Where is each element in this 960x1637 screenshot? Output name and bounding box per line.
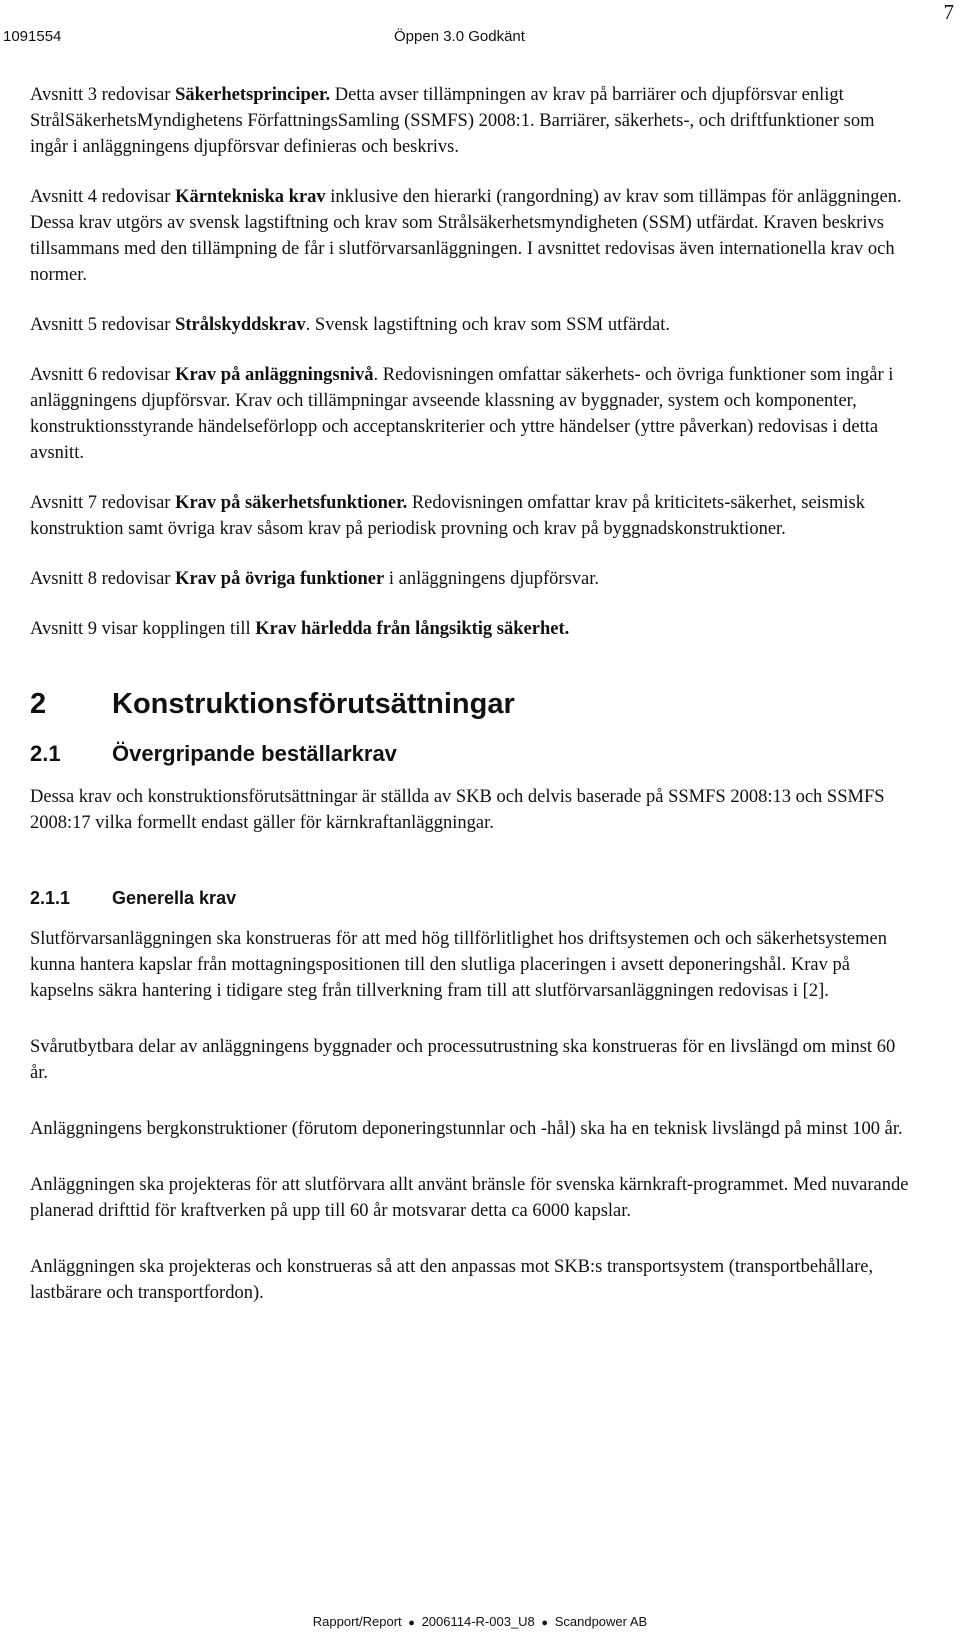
- heading-section-2-1: [30, 738, 910, 770]
- bold-term: Krav på säkerhetsfunktioner.: [175, 493, 408, 513]
- text-run: inklusive den hierarki (rangordning) av krav som tillämpas för anläggningen. Dessa krav utgörs av svensk lagstiftning och krav som Strålsäkerhetsmyndigheten (SSM) utfärdat. Kraven beskrivs tillsammans med den tillämpning de får i slutförvarsanläggningen. I avsnittet redovisas även internationella krav och normer.: [30, 187, 902, 285]
- text-run: Avsnitt 7 redovisar: [30, 493, 176, 513]
- bold-term: Säkerhetsprinciper.: [175, 85, 331, 105]
- heading-title: Generella krav: [112, 888, 237, 908]
- text-run: Avsnitt 4 redovisar: [30, 187, 176, 207]
- paragraph-section4: [30, 184, 910, 288]
- bold-term: Strålskyddskrav: [175, 315, 306, 335]
- page-number: 7: [943, 0, 954, 24]
- heading-number: 2.1: [30, 741, 61, 766]
- bold-term: Kärntekniska krav: [175, 187, 326, 207]
- paragraph-generella-1: Slutförvarsanläggningen ska konstrueras för att med hög tillförlitlighet hos driftsystemen och och säkerhetsystemen kunna hantera kapslar från mottagningspositionen till den slutliga placeringen i avsett deponeringshål. Krav på kapselns säkra hantering i tidigare steg från tillverkning fram till att slutförvarsanläggningen redovisas i [2].: [30, 929, 887, 1001]
- footer-separator: ●: [408, 1617, 415, 1629]
- bold-term: Krav på anläggningsnivå: [175, 365, 374, 385]
- page-header: [0, 26, 960, 50]
- paragraph-generella-4: Anläggningen ska projekteras för att slutförvara allt använt bränsle för svenska kärnkraft-programmet. Med nuvarande planerad drifttid för kraftverken på upp till 60 år motsvarar detta ca 6000 kapslar.: [30, 1175, 909, 1221]
- text-run: Detta avser tillämpningen av krav på barriärer och djupförsvar enligt StrålSäkerhetsMyndighetens FörfattningsSamling (SSMFS) 2008:1. Barriärer, säkerhets-, och driftfunktioner som ingår i anläggningens djupförsvar definieras och beskrivs.: [30, 85, 875, 157]
- text-run: Avsnitt 5 redovisar: [30, 315, 176, 335]
- document-body: [30, 82, 910, 1306]
- footer-report-label: Rapport/Report: [312, 1614, 402, 1629]
- page-footer: [0, 1614, 960, 1629]
- heading-number: 2: [30, 688, 47, 720]
- text-run: . Redovisningen omfattar säkerhets- och övriga funktioner som ingår i anläggningens djupförsvar. Krav och tillämpningar avseende klassning av byggnader, system och komponenter, konstruktionsstyrande händelseförlopp och acceptanskriterier och yttre händelser (yttre påverkan) redovisas i detta avsnitt.: [30, 365, 894, 463]
- bold-term: Krav på övriga funktioner: [175, 569, 385, 589]
- text-run: Avsnitt 3 redovisar: [30, 85, 176, 105]
- document-id: 1091554: [3, 28, 62, 45]
- text-run: . Svensk lagstiftning och krav som SSM utfärdat.: [305, 315, 670, 335]
- bold-term: Krav härledda från långsiktig säkerhet.: [255, 619, 570, 639]
- paragraph-2-1-body: Dessa krav och konstruktionsförutsättningar är ställda av SKB och delvis baserade på SSMFS 2008:13 och SSMFS 2008:17 vilka formellt endast gäller för kärnkraftanläggningar.: [30, 787, 885, 833]
- heading-title: Konstruktionsförutsättningar: [112, 688, 515, 720]
- text-run: Redovisningen omfattar krav på kriticitets-säkerhet, seismisk konstruktion samt övriga krav såsom krav på periodisk provning och krav på byggnadskonstruktioner.: [30, 493, 865, 539]
- text-run: Avsnitt 8 redovisar: [30, 569, 176, 589]
- paragraph-section3: [30, 82, 910, 160]
- paragraph-generella-3: Anläggningens bergkonstruktioner (förutom deponeringstunnlar och -hål) ska ha en teknisk livslängd på minst 100 år.: [30, 1119, 903, 1139]
- paragraph-section5: [30, 312, 910, 338]
- footer-company: Scandpower AB: [554, 1614, 648, 1629]
- paragraph-section6: [30, 362, 910, 466]
- text-run: Avsnitt 9 visar kopplingen till: [30, 619, 256, 639]
- text-run: i anläggningens djupförsvar.: [384, 569, 599, 589]
- footer-separator: ●: [541, 1617, 549, 1629]
- heading-title: Övergripande beställarkrav: [112, 741, 397, 766]
- text-run: Avsnitt 6 redovisar: [30, 365, 176, 385]
- paragraph-generella-5: Anläggningen ska projekteras och konstrueras så att den anpassas mot SKB:s transportsystem (transportbehållare, lastbärare och transportfordon).: [30, 1257, 874, 1303]
- heading-section-2-1-1: [30, 884, 910, 912]
- paragraph-section8: [30, 566, 910, 592]
- footer-report-id: 2006114-R-003_U8: [421, 1614, 535, 1629]
- paragraph-generella-2: Svårutbytbara delar av anläggningens byggnader och processutrustning ska konstrueras för en livslängd om minst 60 år.: [30, 1037, 896, 1083]
- heading-section-2: [30, 684, 910, 724]
- document-status: Öppen 3.0 Godkänt: [394, 28, 525, 45]
- paragraph-section9: [30, 616, 910, 642]
- paragraph-section7: [30, 490, 910, 542]
- heading-number: 2.1.1: [30, 888, 71, 908]
